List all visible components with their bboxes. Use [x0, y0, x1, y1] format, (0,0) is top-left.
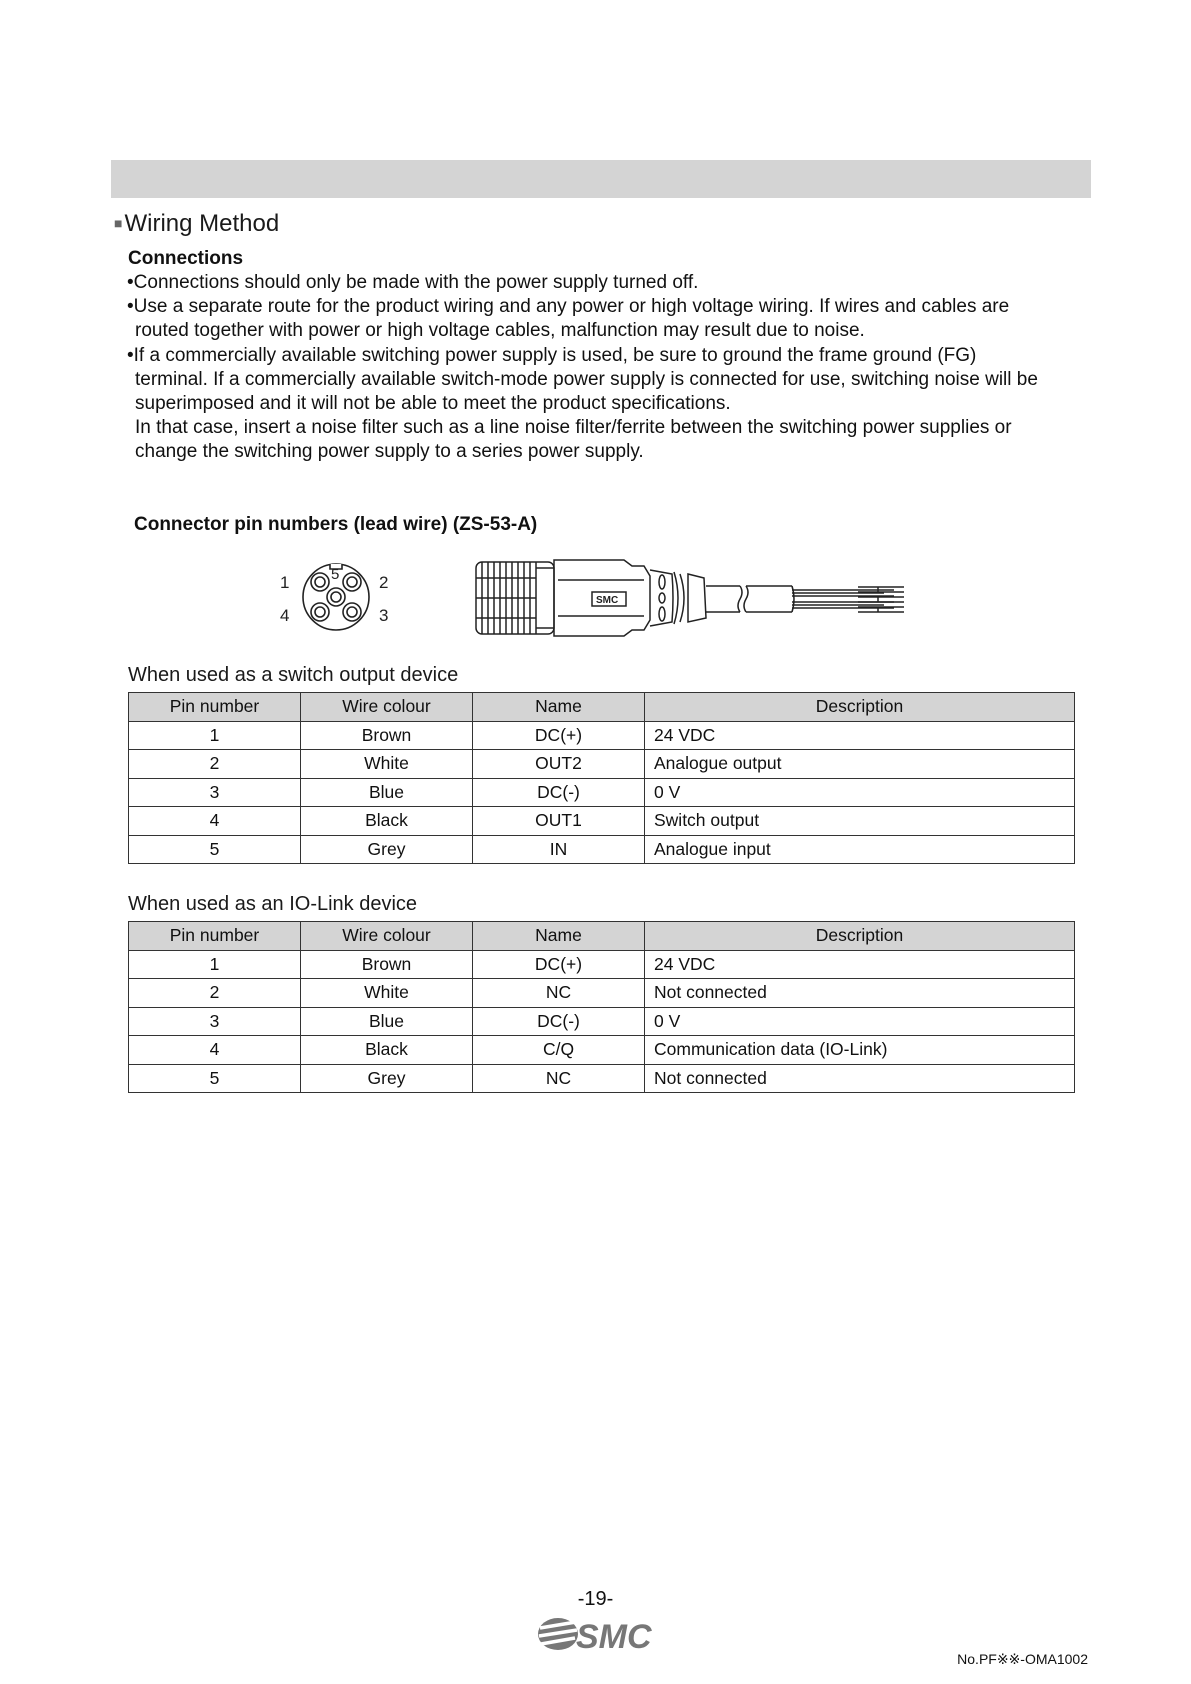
cell-colour: Grey [301, 1064, 473, 1093]
table-header-row [129, 922, 1075, 951]
switch-table-caption: When used as a switch output device [128, 664, 459, 686]
cell-description: Analogue output [645, 750, 1075, 779]
pin-label-2: 2 [379, 573, 389, 592]
logo-text: SMC [576, 1618, 652, 1656]
column-header: Pin number [129, 922, 301, 951]
table-row [129, 807, 1075, 836]
cell-pin: 2 [129, 979, 301, 1008]
cell-pin: 1 [129, 721, 301, 750]
table-row [129, 778, 1075, 807]
cell-name: NC [473, 1064, 645, 1093]
table-row [129, 750, 1075, 779]
cell-description: Switch output [645, 807, 1075, 836]
lead-wire-drawing [474, 556, 924, 640]
cell-colour: Grey [301, 835, 473, 864]
cell-colour: Blue [301, 1007, 473, 1036]
cell-colour: Black [301, 1036, 473, 1065]
cell-name: DC(-) [473, 1007, 645, 1036]
cell-pin: 3 [129, 778, 301, 807]
cell-name: DC(+) [473, 950, 645, 979]
cell-description: 24 VDC [645, 950, 1075, 979]
pin-label-5: 5 [331, 566, 340, 583]
column-header: Wire colour [301, 922, 473, 951]
square-bullet-icon: ■ [114, 215, 123, 231]
column-header: Wire colour [301, 693, 473, 722]
section-title-text: Wiring Method [124, 210, 280, 237]
note-line: •Connections should only be made with the power supply turned off. [127, 272, 699, 293]
pin-label-4: 4 [280, 606, 290, 625]
cell-pin: 4 [129, 807, 301, 836]
cell-description: 0 V [645, 1007, 1075, 1036]
table-row [129, 1036, 1075, 1065]
table-row [129, 721, 1075, 750]
cell-name: DC(-) [473, 778, 645, 807]
column-header: Description [645, 922, 1075, 951]
cell-pin: 3 [129, 1007, 301, 1036]
section-header-bar [111, 160, 1091, 198]
connections-heading: Connections [128, 248, 244, 269]
cell-description: 24 VDC [645, 721, 1075, 750]
note-line: routed together with power or high voltage cables, malfunction may result due to noise. [135, 320, 865, 342]
column-header: Name [473, 922, 645, 951]
cell-description: 0 V [645, 778, 1075, 807]
pin-label-1: 1 [280, 573, 290, 592]
cell-name: OUT1 [473, 807, 645, 836]
iolink-table-caption: When used as an IO-Link device [128, 893, 418, 915]
table-row [129, 1064, 1075, 1093]
cell-name: C/Q [473, 1036, 645, 1065]
table-row [129, 950, 1075, 979]
cell-description: Not connected [645, 1064, 1075, 1093]
pin-label-3: 3 [379, 606, 389, 625]
column-header: Description [645, 693, 1075, 722]
cell-colour: Brown [301, 721, 473, 750]
table-header-row [129, 693, 1075, 722]
cell-description: Not connected [645, 979, 1075, 1008]
switch-output-table [128, 692, 1075, 864]
cell-name: NC [473, 979, 645, 1008]
cell-colour: White [301, 979, 473, 1008]
table-row [129, 979, 1075, 1008]
document-number: No.PF※※-OMA1002 [957, 1651, 1088, 1667]
smc-plug-marking: SMC [596, 595, 619, 606]
note-line: •If a commercially available switching power supply is used, be sure to ground the frame ground (FG) [127, 344, 977, 366]
page-number: -19- [577, 1588, 614, 1610]
smc-logo [536, 1612, 666, 1656]
cell-colour: Blue [301, 778, 473, 807]
iolink-table [128, 921, 1075, 1093]
cell-pin: 5 [129, 1064, 301, 1093]
column-header: Name [473, 693, 645, 722]
cell-pin: 2 [129, 750, 301, 779]
cell-pin: 5 [129, 835, 301, 864]
note-line: superimposed and it will not be able to meet the product specifications. [135, 393, 731, 415]
column-header: Pin number [129, 693, 301, 722]
note-line: In that case, insert a noise filter such as a line noise filter/ferrite between the switching power supplies or [135, 417, 1012, 439]
cell-description: Analogue input [645, 835, 1075, 864]
connector-pin-diagram [278, 559, 394, 635]
note-line: •Use a separate route for the product wiring and any power or high voltage wiring. If wires and cables are [127, 296, 1010, 318]
cell-colour: White [301, 750, 473, 779]
cell-colour: Brown [301, 950, 473, 979]
table-row [129, 1007, 1075, 1036]
section-title [114, 210, 279, 238]
table-row [129, 835, 1075, 864]
cell-pin: 1 [129, 950, 301, 979]
cell-pin: 4 [129, 1036, 301, 1065]
note-line: terminal. If a commercially available switch-mode power supply is connected for use, switching noise will be [135, 368, 1038, 390]
cell-description: Communication data (IO-Link) [645, 1036, 1075, 1065]
cell-name: IN [473, 835, 645, 864]
cell-colour: Black [301, 807, 473, 836]
cell-name: OUT2 [473, 750, 645, 779]
cell-name: DC(+) [473, 721, 645, 750]
note-line: change the switching power supply to a series power supply. [135, 441, 644, 463]
connector-heading: Connector pin numbers (lead wire) (ZS-53-A) [134, 514, 538, 535]
connections-notes [127, 271, 1097, 465]
